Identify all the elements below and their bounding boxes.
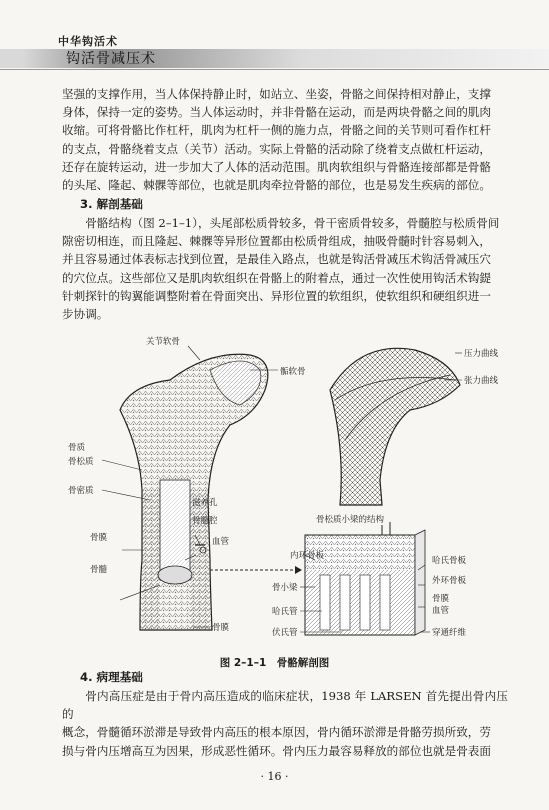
bone-anatomy-figure bbox=[60, 330, 500, 650]
label-articular-cartilage: 关节软骨 bbox=[146, 337, 181, 347]
text-line: 针刺探针的钩翼能调整附着在骨面突出、异形位置的软组织，使软组织和硬组织进一 bbox=[62, 288, 491, 303]
label-periosteum-right: 骨膜 bbox=[432, 594, 450, 604]
text-line: 隙密切相连，而且隆起、棘髁等异形位置都由松质骨组成，抽吸骨髓时针容易刺入， bbox=[62, 234, 491, 249]
text-line: 的支点，骨骼绕着支点（关节）活动。实际上骨骼的活动除了绕着支点做杠杆运动， bbox=[62, 141, 491, 156]
label-compact-bone: 骨密质 bbox=[68, 486, 94, 496]
label-haversian-canal: 哈氏管 bbox=[272, 607, 298, 617]
text-line: 骨内高压症是由于骨内高压造成的临床症状，1938 年 LARSEN 首先提出骨内压的 bbox=[62, 689, 508, 722]
label-trabecular-structure: 骨松质小梁的结构 bbox=[316, 515, 385, 525]
label-tension-curve: 张力曲线 bbox=[464, 376, 499, 386]
text-line: 概念，骨髓循环淤滞是导致骨内高压的根本原因，骨内循环淤滞是骨骼劳损所致，劳 bbox=[62, 725, 491, 740]
label-marrow: 骨髓 bbox=[90, 565, 108, 575]
label-volkmann-canal: 伏氏管 bbox=[272, 628, 298, 638]
label-perforating-fiber: 穿通纤维 bbox=[432, 628, 467, 638]
label-trabecula: 骨小梁 bbox=[272, 583, 298, 593]
label-bone-substance: 骨质 bbox=[68, 443, 86, 453]
label-cancellous-bone: 骨松质 bbox=[68, 457, 94, 467]
bone-anatomy-illustration bbox=[60, 330, 500, 650]
text-line: 的头尾、隆起、棘髁等部位，也就是肌肉牵拉骨骼的部位，也是易发生疾病的部位。 bbox=[62, 178, 491, 193]
label-inner-circumferential-lamella: 内环骨板 bbox=[290, 551, 325, 561]
header-rule bbox=[0, 69, 549, 70]
arrow-head-icon bbox=[295, 566, 302, 574]
compact-bone-detail bbox=[305, 522, 425, 635]
label-medullary-cavity: 骨髓腔 bbox=[192, 516, 218, 526]
text-line: 的穴位点。这些部位又是肌肉软组织在骨骼上的附着点，通过一次性使用钩活术钩鍉 bbox=[62, 270, 491, 285]
section-3-heading: 3. 解剖基础 bbox=[80, 197, 143, 211]
label-blood-vessel-right: 血管 bbox=[432, 606, 450, 616]
text-line: 损与骨内压增高互为因果，形成恶性循环。骨内压力最容易释放的部位也就是骨表面 bbox=[62, 743, 491, 758]
femur-drawing bbox=[120, 354, 268, 630]
label-haversian-lamella: 哈氏骨板 bbox=[432, 556, 467, 566]
text-line: 步协调。 bbox=[62, 307, 109, 322]
label-periosteum-bottom: 骨膜 bbox=[212, 623, 230, 633]
section-4-body bbox=[62, 687, 508, 760]
trabecular-structure-drawing bbox=[330, 348, 460, 505]
text-line: 坚强的支撑作用，当人体保持静止时，如站立、坐姿，骨骼之间保持相对静止，支撑 bbox=[62, 87, 491, 101]
label-pressure-curve: 压力曲线 bbox=[464, 349, 499, 359]
text-line: 骨骼结构（图 2–1–1），头尾部松质骨较多，骨干密质骨较多，骨髓腔与松质骨间 bbox=[85, 216, 500, 230]
text-line: 并且容易通过体表标志找到位置，是最佳入路点，也就是钩活骨减压术钩活骨减压穴 bbox=[62, 252, 491, 267]
header-book-title: 钩活骨减压术 bbox=[66, 51, 156, 67]
figure-caption: 图 2–1–1 骨骼解剖图 bbox=[219, 657, 330, 669]
section-3-body bbox=[62, 214, 508, 323]
text-line: 身体，保持一定的姿势。当人体运动时，并非骨骼在运动，而是两块骨骼之间的肌肉 bbox=[62, 105, 491, 120]
label-epiphyseal-cartilage: 骺软骨 bbox=[280, 367, 306, 377]
page-number: · 16 · bbox=[260, 770, 289, 783]
section-4-heading: 4. 病理基础 bbox=[80, 670, 143, 684]
label-periosteum-left: 骨膜 bbox=[90, 533, 108, 543]
text-line: 还存在旋转运动，进一步加大了人体的活动范围。肌肉软组织与骨骼连接部都是骨骼 bbox=[62, 159, 491, 174]
paragraph-1 bbox=[62, 85, 508, 194]
label-outer-circumferential-lamella: 外环骨板 bbox=[432, 576, 467, 586]
text-line: 收缩。可将骨骼比作杠杆，肌肉为杠杆一侧的施力点，骨骼之间的关节则可看作杠杆 bbox=[62, 123, 491, 138]
header-series-title: 中华钩活术 bbox=[58, 35, 118, 48]
label-nutrient-foramen: 滋养孔 bbox=[192, 498, 218, 508]
label-blood-vessel: 血管 bbox=[212, 537, 230, 547]
